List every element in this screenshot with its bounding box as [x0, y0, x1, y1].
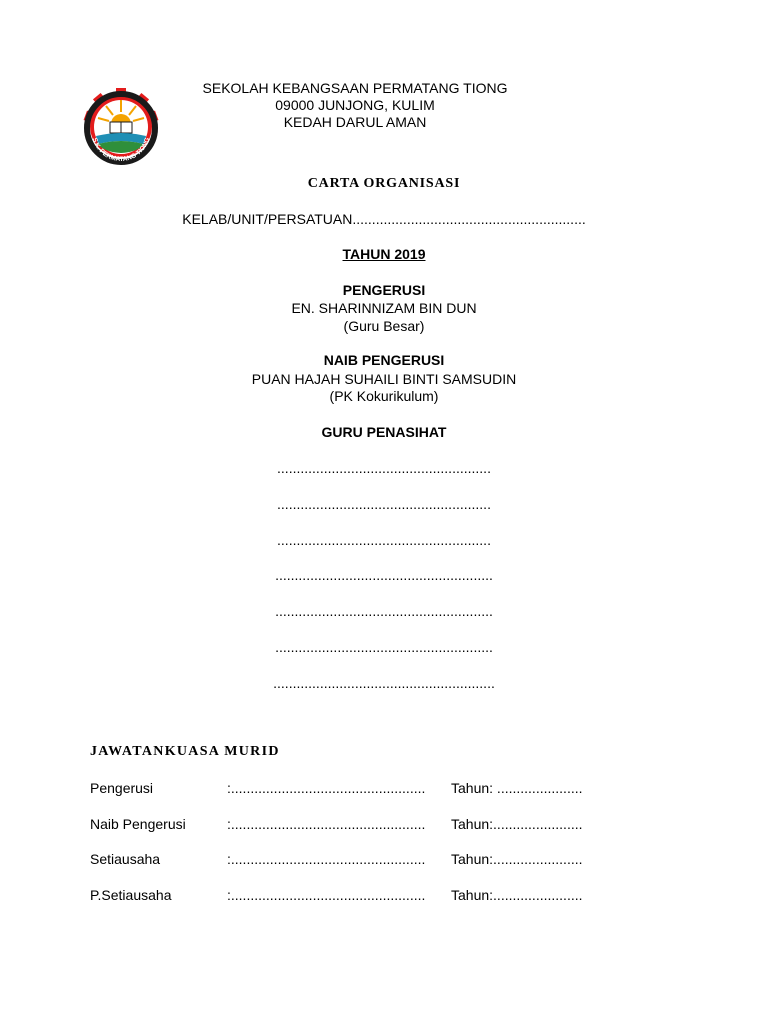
- school-address: 09000 JUNJONG, KULIM: [275, 97, 435, 113]
- committee-row-label: Naib Pengerusi: [90, 816, 186, 832]
- school-name: SEKOLAH KEBANGSAAN PERMATANG TIONG: [202, 80, 508, 96]
- chairman-role: PENGERUSI: [342, 282, 426, 298]
- committee-row-label: Pengerusi: [90, 780, 154, 796]
- chairman-position: (Guru Besar): [343, 318, 425, 334]
- advisor-line: .........................................................: [273, 675, 495, 691]
- school-state: KEDAH DARUL AMAN: [283, 114, 427, 130]
- committee-row-year: Tahun:.......................: [451, 816, 583, 832]
- committee-row: [90, 887, 710, 905]
- committee-row-value: :..................................................: [227, 887, 426, 903]
- chairman-name: EN. SHARINNIZAM BIN DUN: [291, 300, 477, 316]
- advisor-line: ........................................................: [275, 639, 493, 655]
- vice-chairman-name: PUAN HAJAH SUHAILI BINTI SAMSUDIN: [251, 371, 517, 387]
- school-header: [140, 80, 570, 131]
- club-field: KELAB/UNIT/PERSATUAN............................................................: [182, 211, 586, 227]
- committee-row-value: :..................................................: [227, 851, 426, 867]
- committee-row-year: Tahun:.......................: [451, 851, 583, 867]
- committee-row-value: :..................................................: [227, 780, 426, 796]
- svg-text:S.K. PERMATANG TIONG: S.K. PERMATANG TIONG: [90, 136, 152, 164]
- committee-row: [90, 851, 710, 869]
- committee-heading: JAWATANKUASA MURID: [90, 744, 280, 759]
- document-title: CARTA ORGANISASI: [307, 176, 461, 191]
- advisor-line: .......................................................: [277, 460, 491, 476]
- committee-row-year: Tahun:.......................: [451, 887, 583, 903]
- vice-chairman-position: (PK Kokurikulum): [329, 388, 439, 404]
- committee-row-value: :..................................................: [227, 816, 426, 832]
- advisor-line: ........................................................: [275, 603, 493, 619]
- year-heading: TAHUN 2019: [342, 246, 426, 262]
- advisors-heading: GURU PENASIHAT: [321, 424, 447, 440]
- committee-row-year: Tahun: ......................: [451, 780, 583, 796]
- committee-row: [90, 816, 710, 834]
- committee-row-label: P.Setiausaha: [90, 887, 172, 903]
- advisor-line: .......................................................: [277, 532, 491, 548]
- committee-row-label: Setiausaha: [90, 851, 161, 867]
- advisor-line: .......................................................: [277, 496, 491, 512]
- vice-chairman-role: NAIB PENGERUSI: [323, 352, 445, 368]
- committee-row: [90, 780, 710, 798]
- advisor-line: ........................................................: [275, 567, 493, 583]
